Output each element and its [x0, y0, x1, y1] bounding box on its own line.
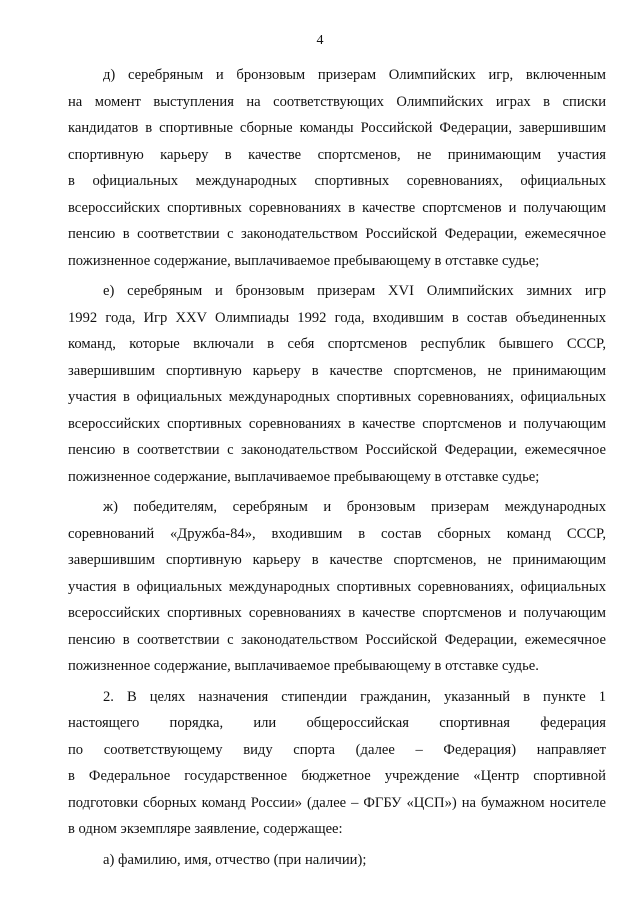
- text-line: команд, которые включали в себя спортсменов республик бывшего СССР,: [68, 336, 606, 352]
- text-line: соревнований «Дружба-84», входившим в состав сборных команд СССР,: [68, 525, 606, 542]
- text-line: в официальных международных спортивных соревнованиях, официальных: [68, 173, 606, 189]
- text-line: всероссийских спортивных соревнованиях в качестве спортсменов и получающим: [68, 199, 606, 216]
- text-line: участия в официальных международных спортивных соревнованиях, официальных: [68, 389, 606, 405]
- document-body: [68, 62, 606, 873]
- text-line: пенсию в соответствии с законодательством Российской Федерации, ежемесячное: [68, 226, 606, 242]
- text-line: подготовки сборных команд России» (далее – ФГБУ «ЦСП») на бумажном носителе: [68, 794, 606, 811]
- text-line: 2. В целях назначения стипендии гражданин, указанный в пункте 1: [103, 688, 606, 705]
- text-line: пожизненное содержание, выплачиваемое пребывающему в отставке судье;: [68, 252, 540, 269]
- text-line: завершившим спортивную карьеру в качестве спортсменов, не принимающим: [68, 552, 606, 568]
- text-line: 1992 года, Игр XXV Олимпиады 1992 года, входившим в состав объединенных: [68, 309, 606, 326]
- text-line: на момент выступления на соответствующих Олимпийских играх в списки: [68, 93, 606, 110]
- text-line: по соответствующему виду спорта (далее – Федерация) направляет: [68, 741, 606, 758]
- text-line: всероссийских спортивных соревнованиях в качестве спортсменов и получающим: [68, 415, 606, 432]
- text-line: участия в официальных международных спортивных соревнованиях, официальных: [68, 578, 606, 595]
- text-line: всероссийских спортивных соревнованиях в качестве спортсменов и получающим: [68, 605, 606, 621]
- text-line: пожизненное содержание, выплачиваемое пребывающему в отставке судье.: [68, 658, 539, 674]
- text-line: пожизненное содержание, выплачиваемое пребывающему в отставке судье;: [68, 468, 540, 485]
- text-line: а) фамилию, имя, отчество (при наличии);: [103, 851, 367, 868]
- text-line: ж) победителям, серебряным и бронзовым призерам международных: [103, 499, 606, 515]
- text-line: настоящего порядка, или общероссийская спортивная федерация: [68, 715, 606, 731]
- text-line: е) серебряным и бронзовым призерам XVI Олимпийских зимних игр: [103, 283, 606, 299]
- text-line: пенсию в соответствии с законодательством Российской Федерации, ежемесячное: [68, 631, 606, 648]
- text-line: в Федеральное государственное бюджетное учреждение «Центр спортивной: [68, 768, 606, 784]
- text-line: в одном экземпляре заявление, содержащее:: [68, 821, 343, 837]
- text-line: завершившим спортивную карьеру в качестве спортсменов, не принимающим: [68, 362, 606, 379]
- text-line: пенсию в соответствии с законодательством Российской Федерации, ежемесячное: [68, 442, 606, 458]
- text-line: спортивную карьеру в качестве спортсменов, не принимающим участия: [68, 146, 606, 163]
- text-line: д) серебряным и бронзовым призерам Олимпийских игр, включенным: [103, 67, 606, 83]
- text-line: кандидатов в спортивные сборные команды Российской Федерации, завершившим: [68, 120, 606, 136]
- page-number: 4: [316, 33, 324, 48]
